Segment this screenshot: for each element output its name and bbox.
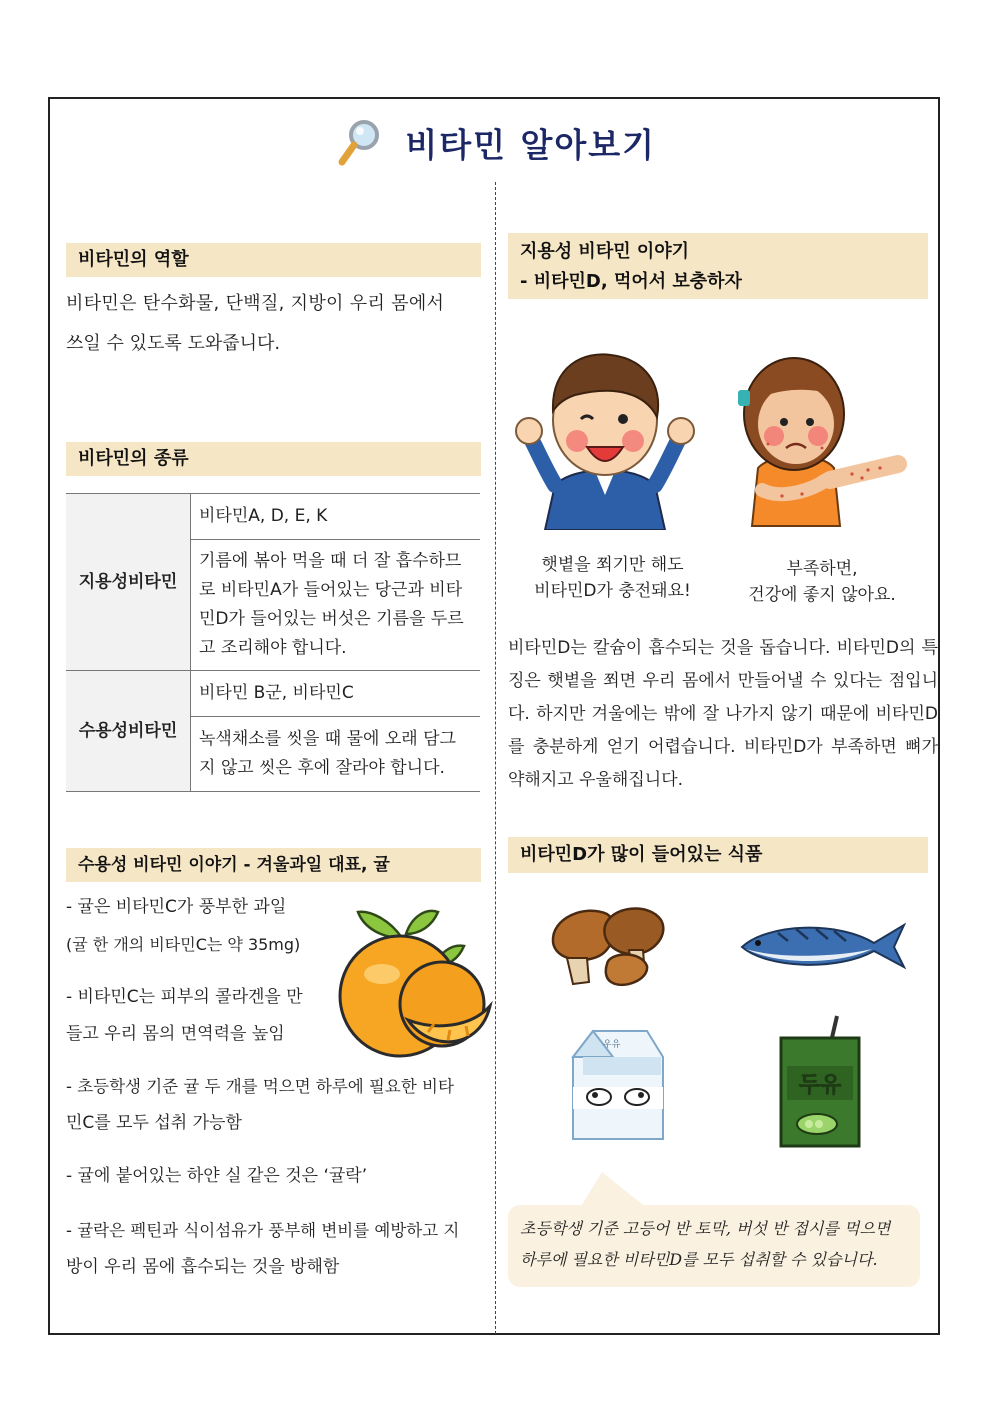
kinds-heading: 비타민의 종류	[66, 442, 481, 476]
fat-heading-line: - 비타민D, 먹어서 보충하자	[520, 271, 742, 292]
bullet-line: - 귤은 비타민C가 풍부한 과일	[66, 897, 287, 917]
note-line: 하루에 필요한 비타민D를 모두 섭취할 수 있습니다.	[520, 1250, 878, 1269]
mackerel-icon	[738, 917, 906, 976]
soymilk-carton-label: 두유	[798, 1073, 842, 1098]
bullet-line: - 귤락은 펙틴과 식이섬유가 풍부해 변비를 예방하고 지	[66, 1221, 460, 1240]
bullet-line: 방이 우리 몸에 흡수되는 것을 방해함	[66, 1257, 340, 1277]
bullet-line: 민C를 모두 섭취 가능함	[66, 1113, 242, 1133]
vitamin-d-note	[508, 1205, 920, 1287]
happy-boy-icon	[515, 345, 695, 534]
role-text-line: 비타민은 탄수화물, 단백질, 지방이 우리 몸에서	[66, 293, 445, 314]
caption-line: 햇볕을 쬐기만 해도	[541, 555, 684, 575]
water-heading: 수용성 비타민 이야기 - 겨울과일 대표, 귤	[66, 848, 481, 882]
vitamin-type-cell: 수용성비타민	[66, 671, 191, 792]
role-text	[66, 284, 486, 364]
page-title	[0, 118, 992, 168]
vitamin-d-paragraph: 비타민D는 칼슘이 흡수되는 것을 돕습니다. 비타민D의 특징은 햇볕을 쬐면 우리 몸에서 만들어낼 수 있다는 점입니다. 하지만 겨울에는 밖에 잘 나가지 않기 때문에 비타민D를 충분하게 얻기 어렵습니다. 비타민D가 부족하면 뼈가 약해지고 우울해집니다.	[508, 638, 938, 790]
bullet-line: - 비타민C는 피부의 콜라겐을 만	[66, 987, 303, 1007]
mushroom-icon	[545, 900, 670, 999]
fat-heading-line: 지용성 비타민 이야기	[520, 241, 690, 262]
column-divider	[495, 182, 496, 1334]
soymilk-carton-icon	[775, 1012, 865, 1154]
caption-line: 건강에 좋지 않아요.	[748, 585, 896, 605]
water-bullet-2	[66, 979, 336, 1053]
note-line: 초등학생 기준 고등어 반 토막, 버섯 반 접시를 먹으면	[520, 1219, 891, 1238]
water-bullet-4	[66, 1158, 492, 1195]
foods-heading: 비타민D가 많이 들어있는 식품	[508, 837, 928, 873]
water-bullet-5	[66, 1212, 492, 1286]
fat-heading	[508, 233, 928, 299]
vitamin-kinds-table	[66, 493, 480, 792]
caption-line: 부족하면,	[786, 559, 858, 579]
vitamin-desc-cell: 녹색채소를 씻을 때 물에 오래 담그지 않고 씻은 후에 잘라야 합니다.	[191, 717, 481, 792]
bullet-line: 들고 우리 몸의 면역력을 높임	[66, 1024, 285, 1044]
vitamin-desc-cell: 기름에 볶아 먹을 때 더 잘 흡수하므로 비타민A가 들어있는 당근과 비타민D가 들어있는 버섯은 기름을 두르고 조리해야 합니다.	[191, 540, 481, 671]
water-bullet-1	[66, 889, 336, 963]
vitamin-list-cell: 비타민A, D, E, K	[191, 494, 481, 540]
bullet-line: - 초등학생 기준 귤 두 개를 먹으면 하루에 필요한 비타	[66, 1077, 454, 1096]
table-row	[66, 671, 480, 717]
table-row	[66, 494, 480, 540]
boy-caption	[520, 552, 705, 604]
caption-line: 비타민D가 충전돼요!	[534, 581, 691, 601]
role-text-line: 쓰일 수 있도록 도와줍니다.	[66, 333, 281, 354]
vitamin-list-cell: 비타민 B군, 비타민C	[191, 671, 481, 717]
milk-carton-icon	[563, 1027, 668, 1146]
note-bubble-tail	[580, 1172, 647, 1208]
magnifier-icon	[336, 118, 382, 168]
tangerine-icon	[330, 900, 495, 1064]
girl-caption	[722, 556, 922, 608]
bullet-line: (귤 한 개의 비타민C는 약 35mg)	[66, 935, 301, 954]
bullet-line: - 귤에 붙어있는 하얀 실 같은 것은 ‘귤락’	[66, 1166, 368, 1186]
sick-girl-icon	[722, 340, 912, 534]
vitamin-type-cell: 지용성비타민	[66, 494, 191, 671]
page-title-text: 비타민 알아보기	[405, 125, 657, 165]
milk-carton-label: 우유	[603, 1040, 621, 1050]
water-bullet-3	[66, 1068, 492, 1142]
role-heading: 비타민의 역할	[66, 243, 481, 277]
